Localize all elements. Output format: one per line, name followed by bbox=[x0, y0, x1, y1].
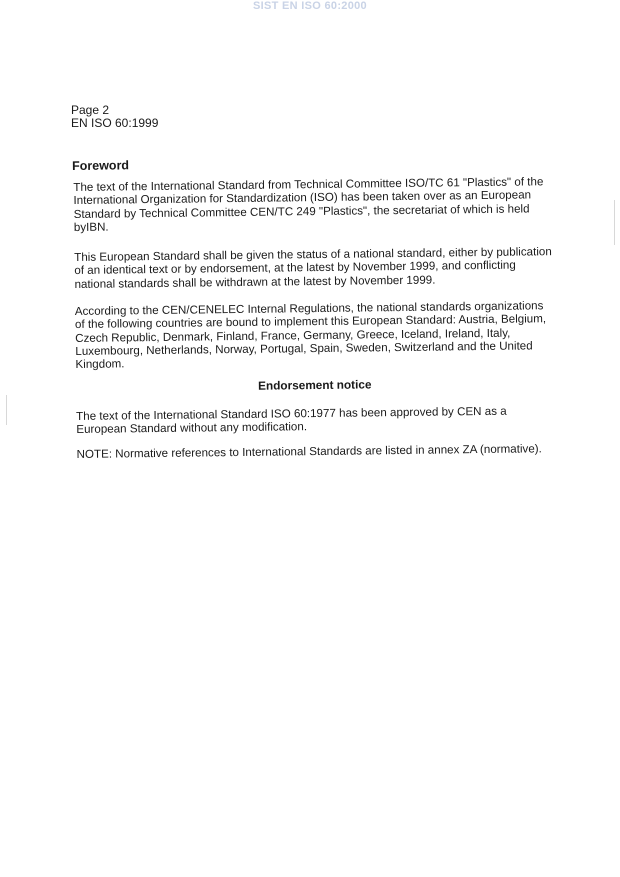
scan-edge-mark bbox=[6, 395, 7, 425]
scan-edge-mark bbox=[614, 200, 615, 245]
foreword-paragraph-2: This European Standard shall be given the status of a national standard, either by publication of an identical text or by endorsement, at the latest by November 1999, and conflicting national standards shall be withdrawn at the latest by November 1999. bbox=[74, 245, 552, 291]
page-number: Page 2 bbox=[71, 103, 110, 117]
watermark-text: SIST EN ISO 60:2000 bbox=[253, 0, 367, 12]
endorsement-heading: Endorsement notice bbox=[257, 377, 372, 393]
standard-reference: EN ISO 60:1999 bbox=[71, 116, 159, 130]
foreword-paragraph-3: According to the CEN/CENELEC Internal Regulations, the national standards organizations of the following countries are bound to implement this European Standard: Austria, Belgium, Czech Republic, Denmark, Finland, France, Germany, Greece, Iceland, Ireland, Italy, Luxembourg, Netherlands, Norway, Portugal, Spain, Sweden, Switzerland and the United Kingdom. bbox=[74, 299, 547, 372]
normative-note: NOTE: Normative references to International Standards are listed in annex ZA (normative). bbox=[76, 442, 542, 461]
foreword-paragraph-1: The text of the International Standard from Technical Committee ISO/TC 61 "Plastics" of the International Organization for Standardization (ISO) has been taken over as an European Standard by Technical Committee CEN/TC 249 "Plastics", the secretariat of which is held byIBN. bbox=[73, 175, 544, 234]
foreword-heading: Foreword bbox=[71, 158, 130, 173]
endorsement-paragraph: The text of the International Standard ISO 60:1977 has been approved by CEN as a European Standard without any modification. bbox=[76, 404, 507, 437]
